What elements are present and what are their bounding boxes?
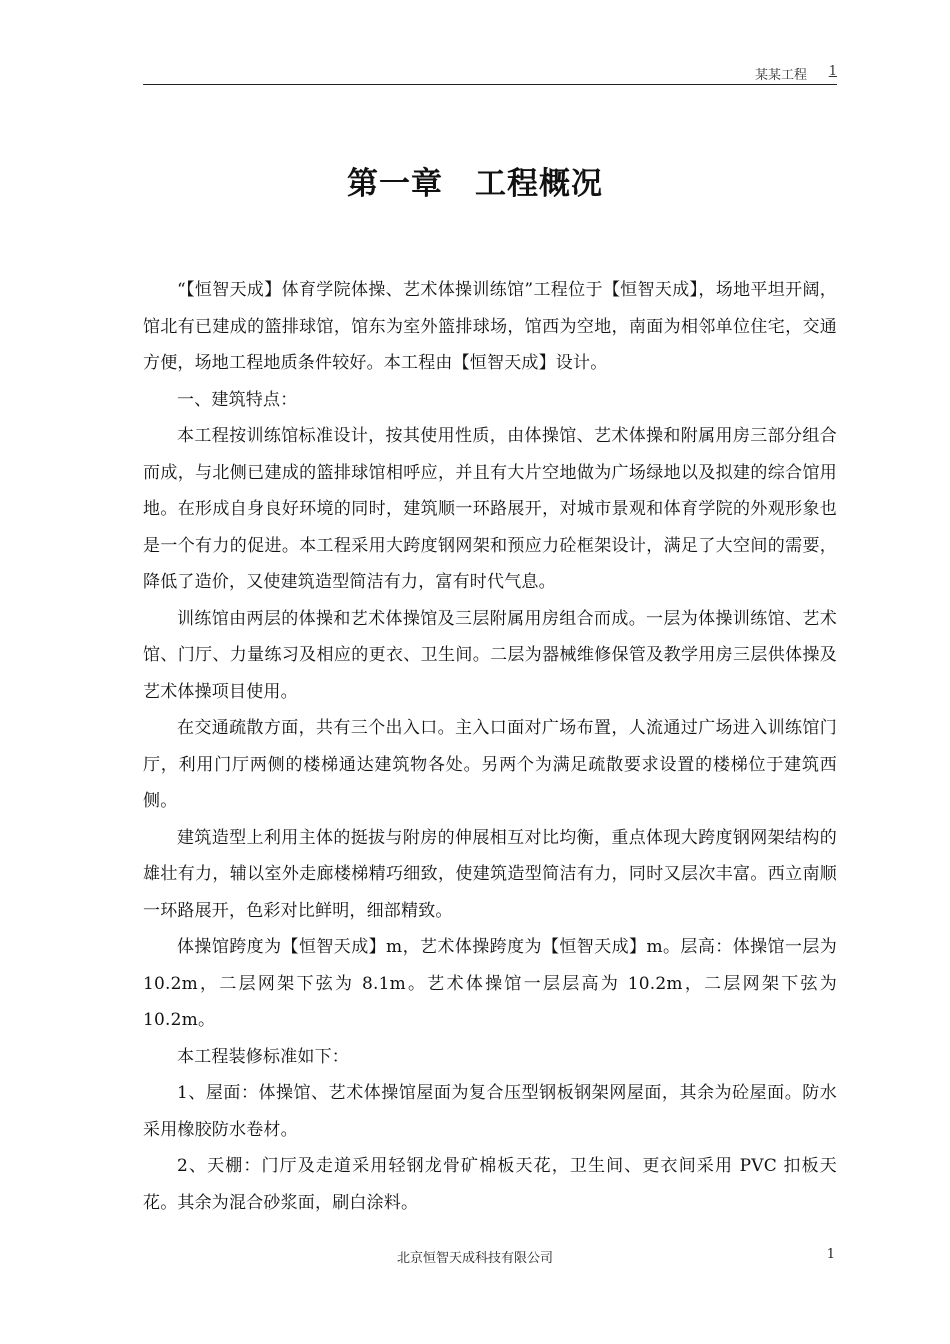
section-heading-architecture: 一、建筑特点：	[177, 389, 298, 410]
paragraph-ceiling: 2、天棚：门厅及走道采用轻钢龙骨矿棉板天花，卫生间、更衣间采用 PVC 扣板天花。其余为混合砂浆面，刷白涂料。	[143, 1156, 837, 1213]
paragraph-architectural-form: 建筑造型上利用主体的挺拔与附房的伸展相互对比均衡，重点体现大跨度钢网架结构的雄壮有力，辅以室外走廊楼梯精巧细致，使建筑造型简洁有力，同时又层次丰富。西立南顺一环路展开，色彩对比鲜明，细部精致。	[143, 827, 837, 921]
header-title: 某某工程	[754, 68, 807, 83]
page-header	[143, 62, 837, 85]
paragraph-finish-standard: 本工程装修标准如下：	[177, 1046, 349, 1067]
paragraph-design-standard: 本工程按训练馆标准设计，按其使用性质，由体操馆、艺术体操和附属用房三部分组合而成，与北侧已建成的篮排球馆相呼应，并且有大片空地做为广场绿地以及拟建的综合馆用地。在形成自身良好环境的同时，建筑顺一环路展开，对城市景观和体育学院的外观形象也是一个有力的促进。本工程采用大跨度钢网架和预应力砼框架设计，满足了大空间的需要，降低了造价，又使建筑造型简洁有力，富有时代气息。	[143, 426, 837, 592]
header-page-number: 1	[828, 64, 837, 79]
paragraph-circulation: 在交通疏散方面，共有三个出入口。主入口面对广场布置，人流通过广场进入训练馆门厅，利用门厅两侧的楼梯通达建筑物各处。另两个为满足疏散要求设置的楼梯位于建筑西侧。	[143, 718, 837, 811]
paragraph-spans-heights: 体操馆跨度为【恒智天成】m，艺术体操跨度为【恒智天成】m。层高：体操馆一层为 10.2m，二层网架下弦为 8.1m。艺术体操馆一层层高为 10.2m，二层网架下弦为 10.2m。	[143, 937, 837, 1030]
paragraph-roof: 1、屋面：体操馆、艺术体操馆屋面为复合压型钢板钢架网屋面，其余为砼屋面。防水采用橡胶防水卷材。	[143, 1083, 837, 1140]
paragraph-floor-layout: 训练馆由两层的体操和艺术体操馆及三层附属用房组合而成。一层为体操训练馆、艺术馆、门厅、力量练习及相应的更衣、卫生间。二层为器械维修保管及教学用房三层供体操及艺术体操项目使用。	[143, 608, 837, 702]
footer-company: 北京恒智天成科技有限公司	[396, 1251, 553, 1266]
footer-page-number: 1	[826, 1247, 835, 1262]
chapter-title: 第一章 工程概况	[347, 166, 603, 202]
document-body	[143, 272, 837, 1221]
paragraph-project-intro: “【恒智天成】体育学院体操、艺术体操训练馆”工程位于【恒智天成】，场地平坦开阔，馆北有已建成的篮排球馆，馆东为室外篮排球场，馆西为空地，南面为相邻单位住宅，交通方便，场地工程地质条件较好。本工程由【恒智天成】设计。	[143, 280, 837, 373]
